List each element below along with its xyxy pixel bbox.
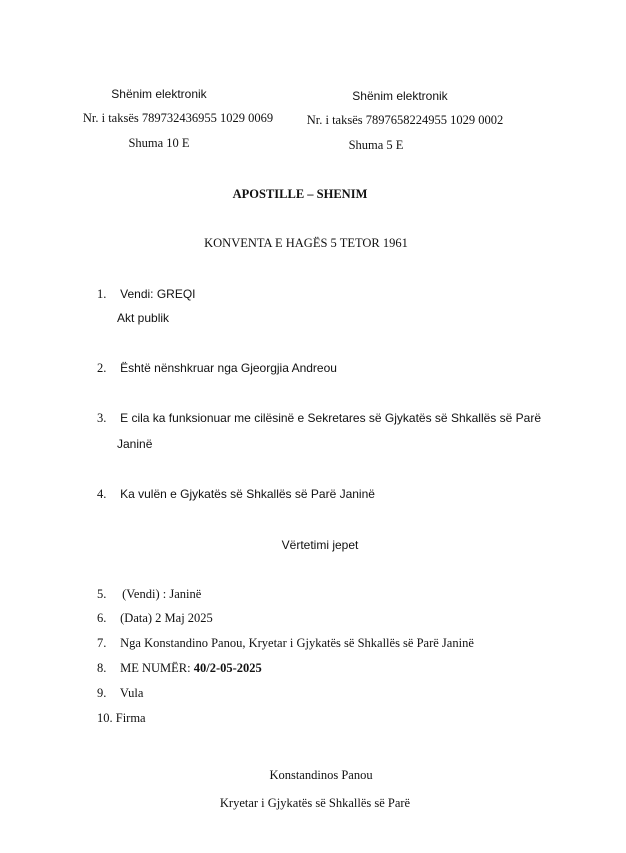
right-amount: Shuma 5 E: [348, 138, 404, 152]
left-note-title: Shënim elektronik: [111, 87, 207, 101]
signatory-name: Konstandinos Panou: [269, 768, 373, 782]
item-text: Vendi: GREQI: [120, 287, 196, 301]
signatory-title: Kryetar i Gjykatës së Shkallës së Parë: [219, 796, 411, 810]
item-1-subtext: Akt publik: [117, 311, 170, 325]
item-6: [97, 610, 213, 626]
item-number: 5.: [97, 587, 107, 601]
item-number: 3.: [97, 411, 107, 425]
item-3: [97, 410, 541, 426]
item-text: Nga Konstandino Panou, Kryetar i Gjykatës së Shkallës së Parë Janinë: [120, 636, 474, 650]
item-text: Është nënshkruar nga Gjeorgjia Andreou: [120, 361, 337, 375]
item-text: (Data) 2 Maj 2025: [120, 611, 213, 625]
item-7: [97, 635, 474, 651]
item-1: [97, 286, 196, 302]
left-tax-number: Nr. i taksës 789732436955 1029 0069: [82, 111, 274, 125]
item-number: 8.: [97, 661, 107, 675]
item-4: [97, 486, 375, 502]
item-text: Ka vulën e Gjykatës së Shkallës së Parë Janinë: [120, 487, 375, 501]
item-3-continuation: Janinë: [117, 437, 153, 451]
item-label: ME NUMËR:: [120, 661, 191, 675]
item-number: 2.: [97, 361, 107, 375]
item-text: E cila ka funksionuar me cilësinë e Sekretares së Gjykatës së Shkallës së Parë: [120, 411, 541, 425]
item-number: 6.: [97, 611, 107, 625]
item-2: [97, 360, 337, 376]
item-text: (Vendi) : Janinë: [122, 587, 202, 601]
item-text: Vula: [119, 686, 144, 700]
item-number: 1.: [97, 287, 107, 301]
item-text: Firma: [115, 711, 146, 725]
item-value: 40/2-05-2025: [193, 661, 262, 675]
left-amount: Shuma 10 E: [128, 136, 190, 150]
right-tax-number: Nr. i taksës 7897658224955 1029 0002: [306, 113, 504, 127]
item-8: [97, 660, 262, 676]
convention-title: KONVENTA E HAGËS 5 TETOR 1961: [204, 236, 408, 250]
item-10: [97, 710, 146, 726]
item-5: [97, 586, 201, 602]
apostille-heading: APOSTILLE – SHENIM: [232, 187, 368, 201]
item-9: [97, 685, 143, 701]
item-number: 4.: [97, 487, 107, 501]
item-number: 7.: [97, 636, 107, 650]
item-number: 9.: [97, 686, 107, 700]
right-note-title: Shënim elektronik: [352, 89, 448, 103]
item-number: 10.: [97, 711, 113, 725]
certification-text: Vërtetimi jepet: [281, 538, 359, 552]
